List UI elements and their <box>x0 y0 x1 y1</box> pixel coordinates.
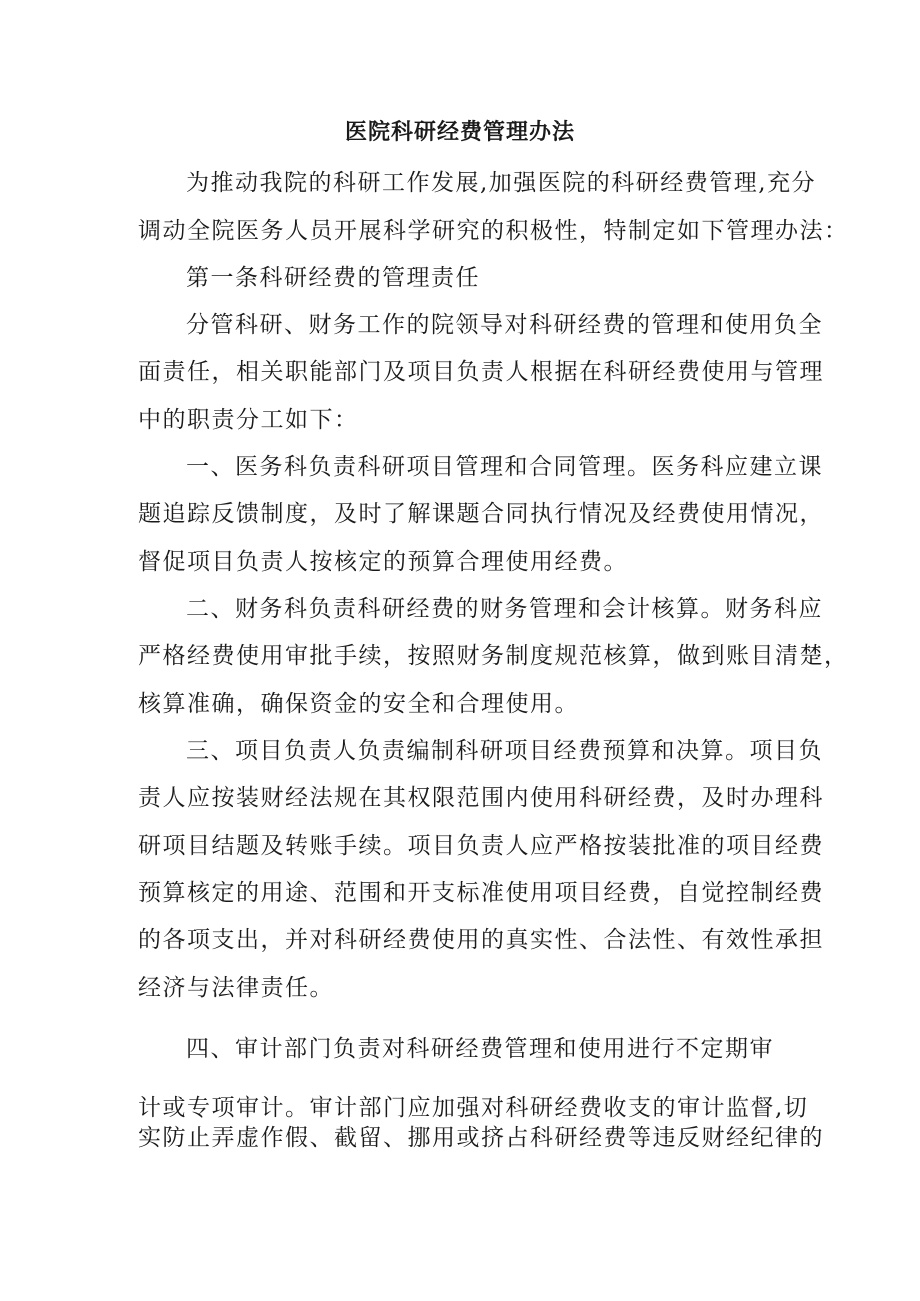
paragraph-line: 预算核定的用途、范围和开支标准使用项目经费，自觉控制经费 <box>138 880 824 906</box>
paragraph-line: 四、审计部门负责对科研经费管理和使用进行不定期审 <box>186 1036 774 1062</box>
paragraph-line: 分管科研、财务工作的院领导对科研经费的管理和使用负全 <box>186 312 823 338</box>
paragraph-line: 三、项目负责人负责编制科研项目经费预算和决算。项目负 <box>186 738 823 764</box>
paragraph-line: 实防止弄虚作假、截留、挪用或挤占科研经费等违反财经纪律的 <box>138 1125 824 1151</box>
paragraph-line: 题追踪反馈制度，及时了解课题合同执行情况及经费使用情况， <box>138 501 824 527</box>
paragraph-line: 的各项支出，并对科研经费使用的真实性、合法性、有效性承担 <box>138 927 824 953</box>
paragraph-line: 一、医务科负责科研项目管理和合同管理。医务科应建立课 <box>186 454 823 480</box>
paragraph-line: 为推动我院的科研工作发展,加强医院的科研经费管理,充分 <box>186 170 817 196</box>
paragraph-line: 二、财务科负责科研经费的财务管理和会计核算。财务科应 <box>186 596 823 622</box>
paragraph-line: 研项目结题及转账手续。项目负责人应严格按装批准的项目经费 <box>138 833 824 859</box>
document-title: 医院科研经费管理办法 <box>344 119 575 145</box>
paragraph-line: 核算准确，确保资金的安全和合理使用。 <box>138 691 579 717</box>
paragraph-line: 面责任，相关职能部门及项目负责人根据在科研经费使用与管理 <box>138 359 824 385</box>
paragraph-line: 督促项目负责人按核定的预算合理使用经费。 <box>138 549 628 575</box>
paragraph-line: 责人应按装财经法规在其权限范围内使用科研经费，及时办理科 <box>138 785 824 811</box>
paragraph-line: 调动全院医务人员开展科学研究的积极性，特制定如下管理办法： <box>138 218 849 244</box>
paragraph-line: 中的职责分工如下： <box>138 407 359 433</box>
paragraph-line: 计或专项审计。审计部门应加强对科研经费收支的审计监督,切 <box>138 1095 809 1121</box>
paragraph-line: 经济与法律责任。 <box>138 975 334 1001</box>
paragraph-line: 严格经费使用审批手续，按照财务制度规范核算，做到账目清楚， <box>138 643 849 669</box>
section-heading: 第一条科研经费的管理责任 <box>186 265 480 291</box>
